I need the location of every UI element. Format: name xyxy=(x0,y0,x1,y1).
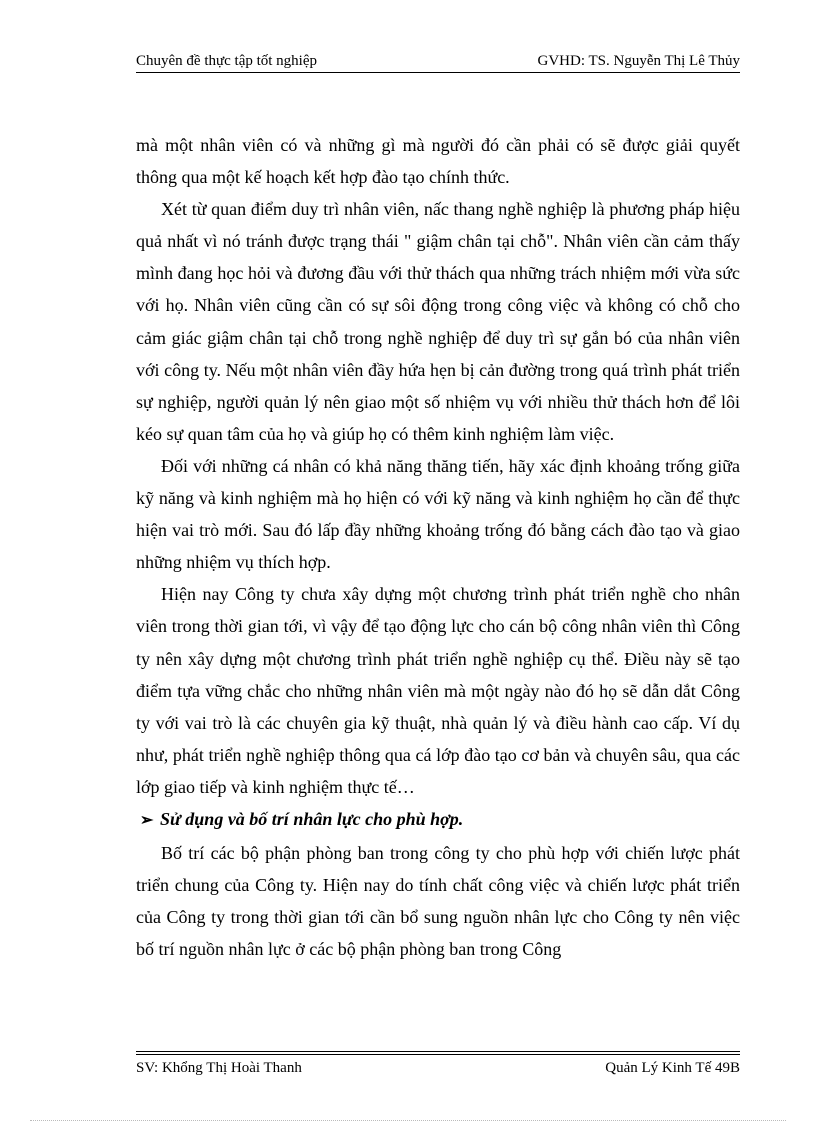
page-header xyxy=(136,50,740,73)
header-supervisor: GVHD: TS. Nguyễn Thị Lê Thủy xyxy=(537,53,740,69)
document-body xyxy=(136,129,740,965)
paragraph-development-program: Hiện nay Công ty chưa xây dựng một chương trình phát triển nghề cho nhân viên trong thời gian tới, vì vậy để tạo động lực cho cán bộ công nhân viên thì Công ty nên xây dựng một chương trình phát triển nghề nghiệp cụ thể. Điều này sẽ tạo điểm tựa vững chắc cho những nhân viên mà một ngày nào đó họ sẽ dẫn dắt Công ty với vai trò là các chuyên gia kỹ thuật, nhà quản lý và điều hành cao cấp. Ví dụ như, phát triển nghề nghiệp thông qua cá lớp đào tạo cơ bản và chuyên sâu, qua các lớp giao tiếp và kinh nghiệm thực tế… xyxy=(136,584,740,797)
paragraph-staff-allocation: Bố trí các bộ phận phòng ban trong công ty cho phù hợp với chiến lược phát triển chung của Công ty. Hiện nay do tính chất công việc và chiến lược phát triển của Công ty trong thời gian tới cần bổ sung nguồn nhân lực cho Công ty nên việc bố trí nguồn nhân lực ở các bộ phận phòng ban trong Công xyxy=(136,843,740,960)
section-heading xyxy=(136,803,740,837)
footer-rule-top xyxy=(136,1051,740,1052)
page-edge-divider xyxy=(30,1120,786,1121)
paragraph-career-ladder: Xét từ quan điểm duy trì nhân viên, nấc thang nghề nghiệp là phương pháp hiệu quả nhất vì nó tránh được trạng thái " giậm chân tại chỗ". Nhân viên cần cảm thấy mình đang học hỏi và đương đầu với thử thách qua những trách nhiệm mới vừa sức với họ. Nhân viên cũng cần có sự sôi động trong công việc và không có chỗ cho cảm giác giậm chân tại chỗ trong nghề nghiệp để duy trì sự gắn bó của nhân viên với công ty. Nếu một nhân viên đầy hứa hẹn bị cản đường trong quá trình phát triển sự nghiệp, người quản lý nên giao một số nhiệm vụ với nhiều thử thách hơn để lôi kéo sự quan tâm của họ và giúp họ có thêm kinh nghiệm làm việc. xyxy=(136,199,740,444)
footer-class: Quản Lý Kinh Tế 49B xyxy=(605,1060,740,1076)
page-footer xyxy=(136,1058,740,1078)
footer-student: SV: Khổng Thị Hoài Thanh xyxy=(136,1060,302,1076)
paragraph-promotion: Đối với những cá nhân có khả năng thăng tiến, hãy xác định khoảng trống giữa kỹ năng và kinh nghiệm mà họ hiện có với kỹ năng và kinh nghiệm họ cần để thực hiện vai trò mới. Sau đó lấp đầy những khoảng trống đó bằng cách đào tạo và giao những nhiệm vụ thích hợp. xyxy=(136,455,740,573)
paragraph-continuation: mà một nhân viên có và những gì mà người đó cần phải có sẽ được giải quyết thông qua một kế hoạch kết hợp đào tạo chính thức. xyxy=(136,135,740,188)
footer-rule-bottom xyxy=(136,1054,740,1055)
arrow-bullet-icon: ➢ xyxy=(140,811,154,829)
header-title: Chuyên đề thực tập tốt nghiệp xyxy=(136,53,318,69)
section-heading-text: Sử dụng và bố trí nhân lực cho phù hợp. xyxy=(160,808,464,829)
